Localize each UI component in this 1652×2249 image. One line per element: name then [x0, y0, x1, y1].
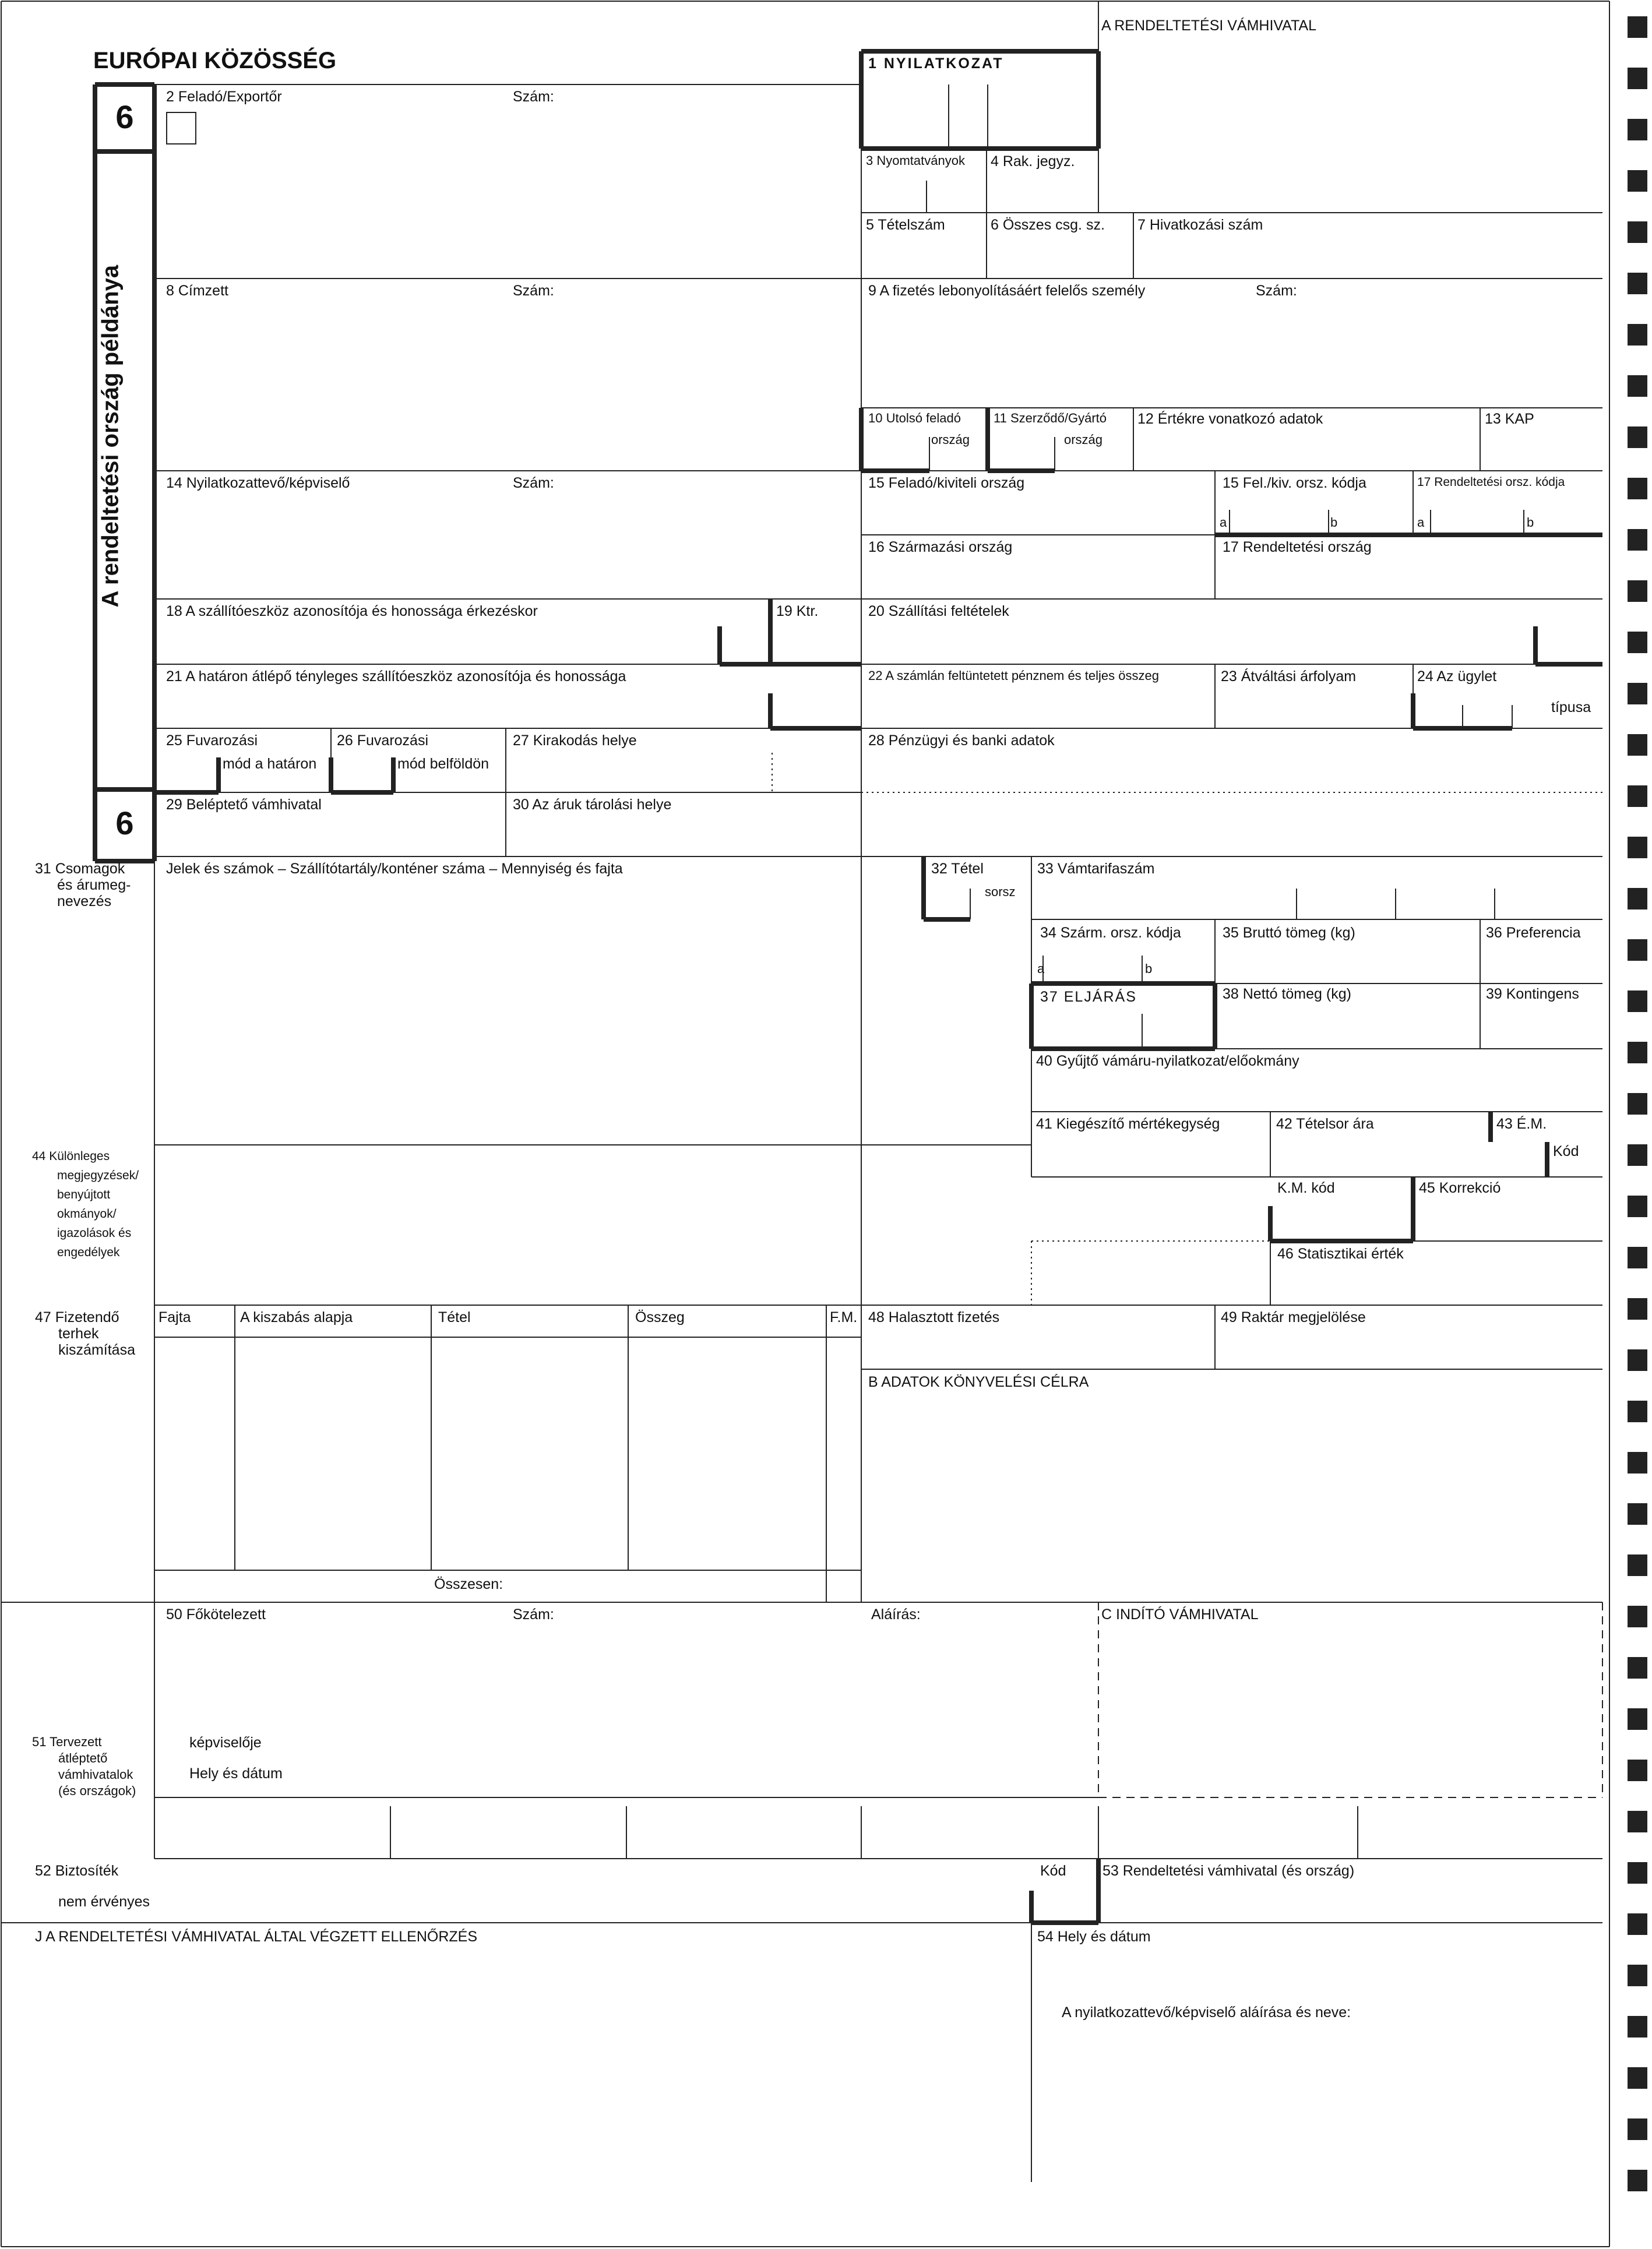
place-date-label: Hely és dátum [189, 1765, 283, 1782]
field-6[interactable]: 6 Összes csg. sz. [991, 217, 1105, 233]
field-34[interactable]: 34 Szárm. orsz. kódja [1040, 925, 1181, 941]
field-9-number: Szám: [1256, 283, 1297, 299]
box-a-label: A RENDELTETÉSI VÁMHIVATAL [1101, 17, 1317, 34]
field-13[interactable]: 13 KAP [1485, 411, 1534, 427]
field-12[interactable]: 12 Értékre vonatkozó adatok [1137, 411, 1323, 427]
code-label: Kód [1040, 1863, 1066, 1879]
field-14[interactable]: 14 Nyilatkozattevő/képviselő [166, 475, 350, 491]
field-10-country: ország [931, 432, 970, 447]
field-36[interactable]: 36 Preferencia [1486, 925, 1581, 941]
code-15-b: b [1330, 515, 1338, 530]
col-osszeg: Összeg [635, 1309, 685, 1326]
field-9[interactable]: 9 A fizetés lebonyolításáért felelős személy [868, 283, 1146, 299]
copy-number-top: 6 [115, 98, 134, 135]
code-34-b: b [1145, 961, 1153, 976]
field-29[interactable]: 29 Beléptető vámhivatal [166, 796, 322, 813]
field-17[interactable]: 17 Rendeltetési ország [1223, 539, 1372, 555]
field-8[interactable]: 8 Címzett [166, 283, 228, 299]
field-16[interactable]: 16 Származási ország [868, 539, 1013, 555]
field-52[interactable]: 52 Biztosíték [35, 1863, 119, 1879]
field-26[interactable]: 26 Fuvarozási [337, 732, 429, 749]
code-34-a: a [1037, 961, 1045, 976]
field-3[interactable]: 3 Nyomtatványok [866, 153, 965, 168]
field-4[interactable]: 4 Rak. jegyz. [991, 153, 1075, 170]
code-15-a: a [1220, 515, 1227, 530]
field-35[interactable]: 35 Bruttó tömeg (kg) [1223, 925, 1355, 941]
field-38[interactable]: 38 Nettó tömeg (kg) [1223, 986, 1351, 1002]
col-alap: A kiszabás alapja [240, 1309, 353, 1326]
field-32[interactable]: 32 Tétel [931, 861, 984, 877]
field-43[interactable]: 43 É.M. [1496, 1116, 1547, 1132]
field-31-description[interactable]: Jelek és számok – Szállítótartály/konténer száma – Mennyiség és fajta [166, 861, 623, 877]
field-33[interactable]: 33 Vámtarifaszám [1037, 861, 1155, 877]
field-8-number: Szám: [513, 283, 554, 299]
col-tetel: Tétel [438, 1309, 471, 1326]
field-23[interactable]: 23 Átváltási árfolyam [1221, 668, 1357, 685]
field-14-number: Szám: [513, 475, 554, 491]
field-50-number: Szám: [513, 1606, 554, 1623]
field-32-seq: sorsz [985, 884, 1016, 899]
field-53[interactable]: 53 Rendeltetési vámhivatal (és ország) [1102, 1863, 1355, 1879]
field-44-line2: megjegyzések/ [57, 1169, 139, 1182]
field-28[interactable]: 28 Pénzügyi és banki adatok [868, 732, 1055, 749]
field-22[interactable]: 22 A számlán feltüntetett pénznem és teljes összeg [868, 668, 1159, 683]
not-valid-label: nem érvényes [58, 1894, 150, 1910]
field-26-mode: mód belföldön [397, 756, 489, 772]
field-42[interactable]: 42 Tételsor ára [1276, 1116, 1374, 1132]
field-18[interactable]: 18 A szállítóeszköz azonosítója és honossága érkezéskor [166, 603, 538, 619]
field-24[interactable]: 24 Az ügylet [1417, 668, 1497, 685]
field-c[interactable]: C INDÍTÓ VÁMHIVATAL [1101, 1606, 1259, 1623]
field-2-number: Szám: [513, 89, 554, 105]
field-j[interactable]: J A RENDELTETÉSI VÁMHIVATAL ÁLTAL VÉGZETT ELLENŐRZÉS [35, 1929, 477, 1945]
field-43-code: Kód [1553, 1143, 1579, 1159]
field-19[interactable]: 19 Ktr. [776, 603, 819, 619]
field-11-country: ország [1064, 432, 1103, 447]
field-51-line3: vámhivatalok [58, 1767, 133, 1782]
field-44-line5: igazolások és [57, 1226, 132, 1240]
field-15[interactable]: 15 Feladó/kiviteli ország [868, 475, 1025, 491]
field-7[interactable]: 7 Hivatkozási szám [1137, 217, 1263, 233]
exporter-checkbox[interactable] [166, 112, 196, 144]
field-45[interactable]: 45 Korrekció [1419, 1180, 1501, 1196]
field-40[interactable]: 40 Gyűjtő vámáru-nyilatkozat/előokmány [1036, 1053, 1299, 1069]
field-20[interactable]: 20 Szállítási feltételek [868, 603, 1009, 619]
field-44-line3: benyújtott [57, 1188, 111, 1201]
total-label: Összesen: [434, 1576, 503, 1592]
field-54[interactable]: 54 Hely és dátum [1037, 1929, 1151, 1945]
copy-number-bottom: 6 [115, 805, 134, 841]
field-46[interactable]: 46 Statisztikai érték [1277, 1246, 1404, 1262]
field-30[interactable]: 30 Az áruk tárolási helye [513, 796, 672, 813]
field-31-line3: nevezés [57, 893, 112, 910]
community-title: EURÓPAI KÖZÖSSÉG [93, 48, 337, 73]
field-41[interactable]: 41 Kiegészítő mértékegység [1036, 1116, 1220, 1132]
field-51: 51 Tervezett [32, 1735, 102, 1749]
field-44: 44 Különleges [32, 1150, 110, 1163]
representative-label: képviselője [189, 1735, 262, 1751]
field-31: 31 Csomagok [35, 861, 125, 877]
field-17-code[interactable]: 17 Rendeltetési orsz. kódja [1417, 475, 1565, 489]
field-49[interactable]: 49 Raktár megjelölése [1221, 1309, 1366, 1326]
col-fajta: Fajta [158, 1309, 191, 1326]
field-24-type: típusa [1551, 699, 1591, 715]
field-51-line4: (és országok) [58, 1783, 136, 1798]
field-1: 1 NYILATKOZAT [868, 55, 1004, 72]
field-44-line4: okmányok/ [57, 1207, 117, 1221]
field-21[interactable]: 21 A határon átlépő tényleges szállítóeszköz azonosítója és honossága [166, 668, 626, 685]
feed-marks [1628, 16, 1647, 2221]
field-25-mode: mód a határon [223, 756, 317, 772]
field-47-line2: terhek [58, 1326, 99, 1342]
field-2[interactable]: 2 Feladó/Exportőr [166, 89, 282, 105]
field-48[interactable]: 48 Halasztott fizetés [868, 1309, 1000, 1326]
field-b[interactable]: B ADATOK KÖNYVELÉSI CÉLRA [868, 1374, 1089, 1390]
field-5[interactable]: 5 Tételszám [866, 217, 945, 233]
field-44-line6: engedélyek [57, 1246, 120, 1259]
field-27[interactable]: 27 Kirakodás helye [513, 732, 637, 749]
code-17-a: a [1417, 515, 1425, 530]
field-47: 47 Fizetendő [35, 1309, 119, 1326]
field-50-signature: Aláírás: [871, 1606, 921, 1623]
field-39[interactable]: 39 Kontingens [1486, 986, 1579, 1002]
field-37[interactable]: 37 ELJÁRÁS [1040, 989, 1137, 1005]
field-15-code[interactable]: 15 Fel./kiv. orsz. kódja [1223, 475, 1366, 491]
km-code[interactable]: K.M. kód [1277, 1180, 1335, 1196]
field-47-line3: kiszámítása [58, 1342, 135, 1358]
code-17-b: b [1527, 515, 1534, 530]
field-25[interactable]: 25 Fuvarozási [166, 732, 258, 749]
field-31-line2: és árumeg- [57, 877, 131, 893]
field-51-line2: átléptető [58, 1751, 108, 1765]
declarant-signature-label: A nyilatkozattevő/képviselő aláírása és neve: [1062, 2004, 1351, 2021]
copy-title: A rendeltetési ország példánya [97, 265, 124, 608]
field-11[interactable]: 11 Szerződő/Gyártó [994, 411, 1107, 425]
field-50[interactable]: 50 Főkötelezett [166, 1606, 266, 1623]
col-fm: F.M. [830, 1309, 858, 1326]
field-10[interactable]: 10 Utolsó feladó [868, 411, 961, 425]
